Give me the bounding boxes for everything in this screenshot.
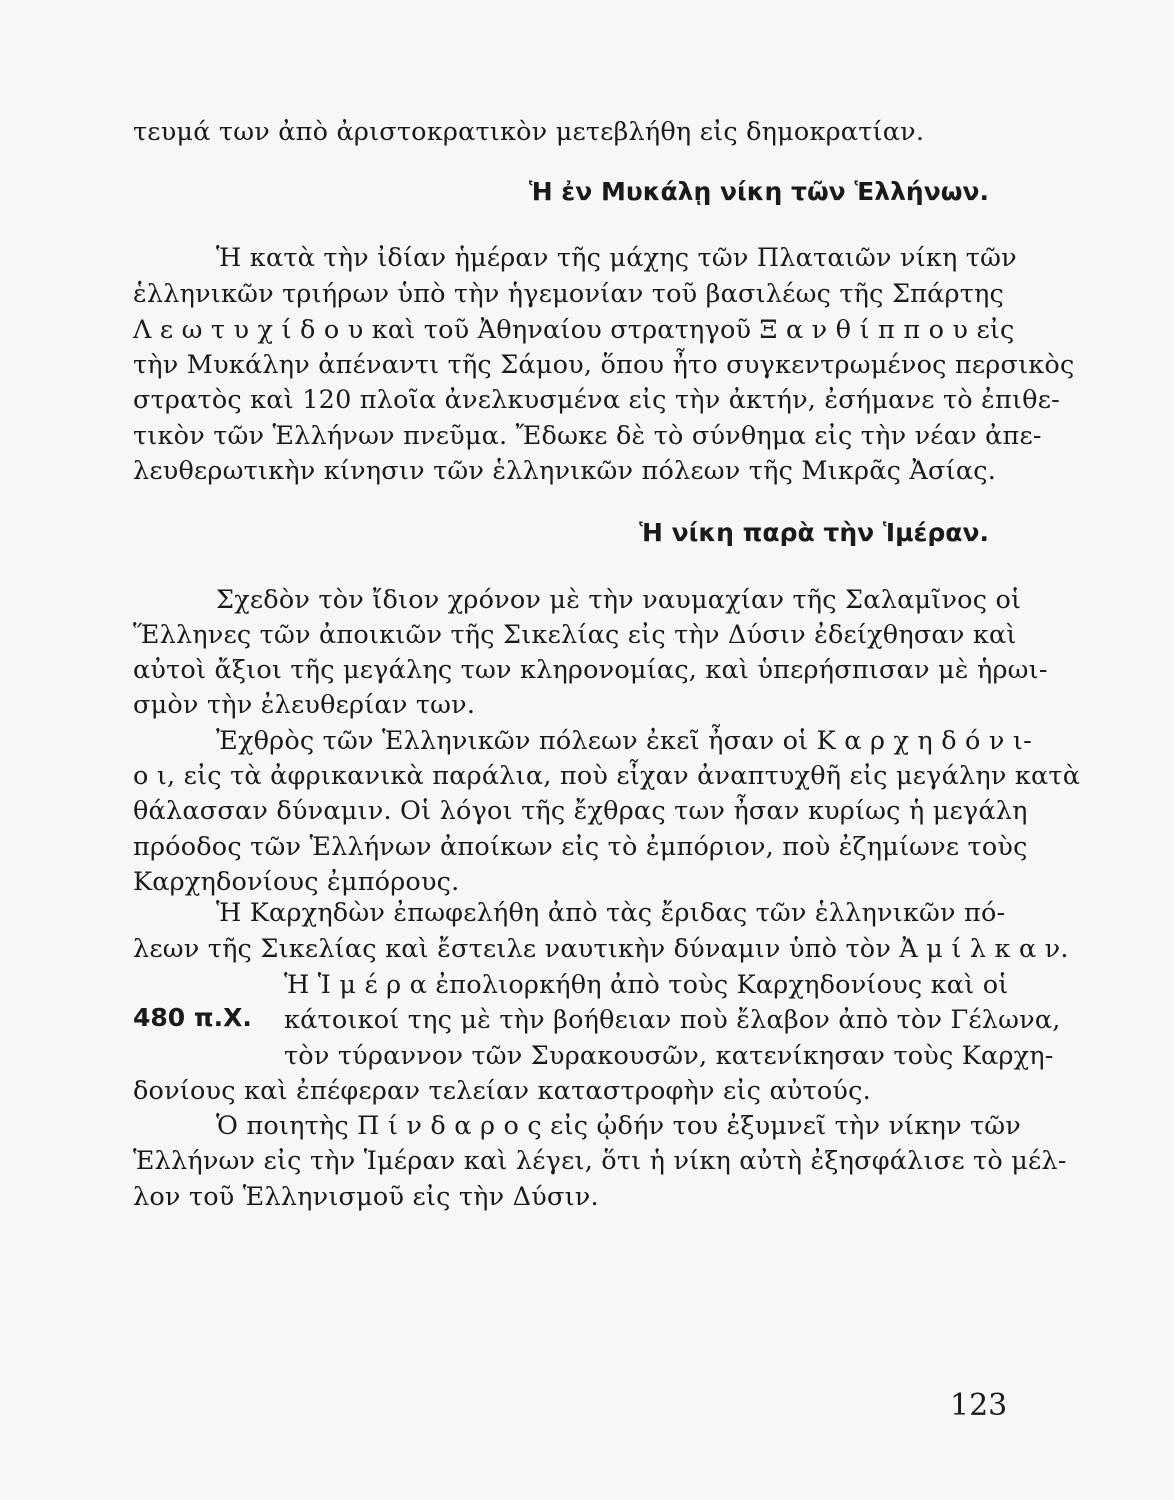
text-line: Ἡ κατὰ τὴν ἰδίαν ἡμέραν τῆς μάχης τῶν Πλαταιῶν νίκη τῶν [216,243,1017,273]
text-line: Ἑλλήνων εἰς τὴν Ἱμέραν καὶ λέγει, ὅτι ἡ νίκη αὐτὴ ἐξησφάλισε τὸ μέλ- [133,1146,1067,1176]
text-line: τικὸν τῶν Ἑλλήνων πνεῦμα. Ἔδωκε δὲ τὸ σύνθημα εἰς τὴν νέαν ἀπε- [133,421,1042,451]
text-line: λεων τῆς Σικελίας καὶ ἔστειλε ναυτικὴν δύναμιν ὑπὸ τὸν Ἀ μ ί λ κ α ν. [133,934,1069,964]
text-line: Λ ε ω τ υ χ ί δ ο υ καὶ τοῦ Ἀθηναίου στρατηγοῦ Ξ α ν θ ί π π ο υ εἰς [133,315,1015,345]
text-line: Ἡ Καρχηδὼν ἐπωφελήθη ἀπὸ τὰς ἔριδας τῶν ἑλληνικῶν πό- [216,898,1006,928]
text-line: ο ι, εἰς τὰ ἀφρικανικὰ παράλια, ποὺ εἶχαν ἀναπτυχθῆ εἰς μεγάλην κατὰ [133,761,1081,791]
text-line: Ἐχθρὸς τῶν Ἑλληνικῶν πόλεων ἐκεῖ ἦσαν οἱ Κ α ρ χ η δ ό ν ι- [216,726,1032,756]
text-line: λευθερωτικὴν κίνησιν τῶν ἑλληνικῶν πόλεων τῆς Μικρᾶς Ἀσίας. [133,456,997,486]
text-line: Καρχηδονίους ἐμπόρους. [133,867,460,897]
text-line: λον τοῦ Ἑλληνισμοῦ εἰς τὴν Δύσιν. [133,1182,599,1212]
text-line: θάλασσαν δύναμιν. Οἱ λόγοι τῆς ἔχθρας των ἦσαν κυρίως ἡ μεγάλη [133,796,1028,826]
margin-date: 480 π.Χ. [133,1003,252,1032]
text-line: Ἡ Ἱ μ έ ρ α ἐπολιορκήθη ἀπὸ τοὺς Καρχηδονίους καὶ οἱ [284,970,1009,1000]
text-line: τευμά των ἀπὸ ἀριστοκρατικὸν μετεβλήθη εἰς δημοκρατίαν. [133,117,925,147]
text-line: στρατὸς καὶ 120 πλοῖα ἀνελκυσμένα εἰς τὴν ἀκτήν, ἐσήμανε τὸ ἐπιθε- [133,385,1060,415]
page-number: 123 [950,1388,1008,1423]
text-line: κάτοικοί της μὲ τὴν βοήθειαν ποὺ ἔλαβον ἀπὸ τὸν Γέλωνα, [284,1005,1061,1035]
section-heading-himera: Ἡ νίκη παρὰ τὴν Ἱμέραν. [639,518,989,547]
text-line: τὴν Μυκάλην ἀπέναντι τῆς Σάμου, ὅπου ἦτο συγκεντρωμένος περσικὸς [133,350,1075,380]
text-line: πρόοδος τῶν Ἑλλήνων ἀποίκων εἰς τὸ ἐμπόριον, ποὺ ἐζημίωνε τοὺς [133,832,1028,862]
section-heading-mykale: Ἡ ἐν Μυκάλῃ νίκη τῶν Ἑλλήνων. [528,177,989,206]
text-line: αὐτοὶ ἄξιοι τῆς μεγάλης των κληρονομίας, καὶ ὑπερήσπισαν μὲ ἡρωι- [133,655,1048,685]
text-line: Ὁ ποιητὴς Π ί ν δ α ρ ο ς εἰς ᾠδήν του ἐξυμνεῖ τὴν νίκην τῶν [216,1111,1021,1141]
text-line: ἑλληνικῶν τριήρων ὑπὸ τὴν ἡγεμονίαν τοῦ βασιλέως τῆς Σπάρτης [133,279,1005,309]
text-line: σμὸν τὴν ἐλευθερίαν των. [133,690,476,720]
text-line: τὸν τύραννον τῶν Συρακουσῶν, κατενίκησαν τοὺς Καρχη- [284,1041,1054,1071]
text-line: Ἕλληνες τῶν ἀποικιῶν τῆς Σικελίας εἰς τὴν Δύσιν ἐδείχθησαν καὶ [133,620,1017,650]
text-line: δονίους καὶ ἐπέφεραν τελείαν καταστροφὴν εἰς αὐτούς. [133,1076,871,1106]
text-line: Σχεδὸν τὸν ἴδιον χρόνον μὲ τὴν ναυμαχίαν τῆς Σαλαμῖνος οἱ [216,585,1022,615]
